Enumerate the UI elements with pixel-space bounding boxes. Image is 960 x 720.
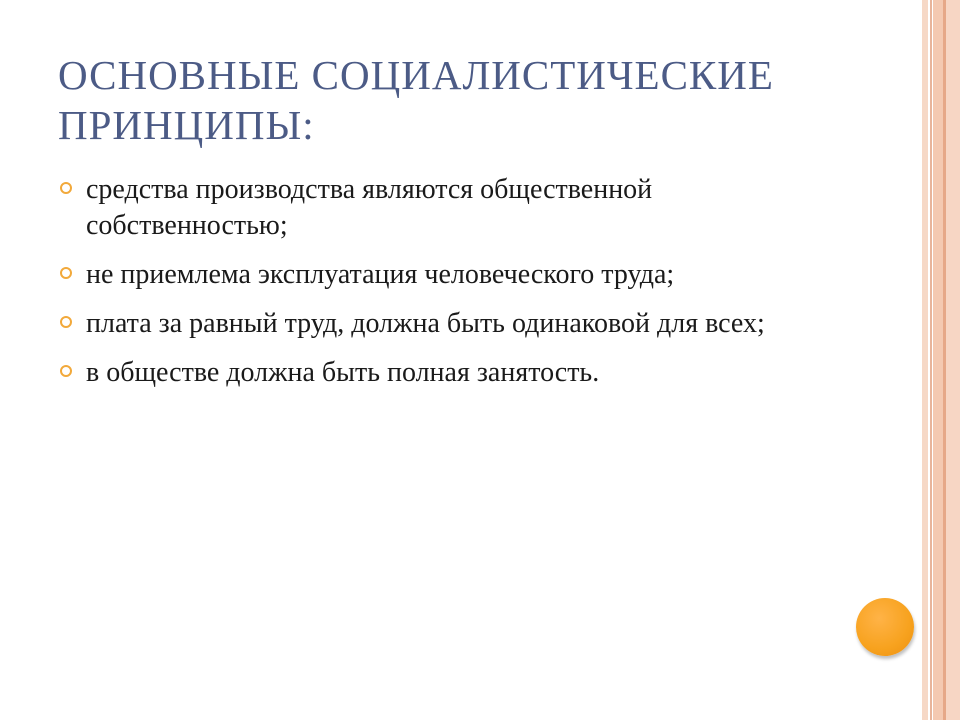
circle-outline-bullet-icon — [60, 365, 72, 377]
decorative-stripe — [930, 0, 932, 720]
bullet-text: средства производства являются общественной собственностью; — [86, 174, 653, 241]
bullet-text: не приемлема эксплуатация человеческого труда; — [86, 259, 675, 290]
circle-outline-bullet-icon — [60, 267, 72, 279]
bullet-item — [60, 306, 820, 342]
bullet-text: плата за равный труд, должна быть одинаковой для всех; — [86, 308, 765, 339]
slide-title: ОСНОВНЫЕ СОЦИАЛИСТИЧЕСКИЕ ПРИНЦИПЫ: — [58, 52, 774, 148]
decorative-stripe — [922, 0, 928, 720]
decorative-stripe — [946, 0, 960, 720]
orange-circle-icon — [856, 598, 914, 656]
bullet-item — [60, 257, 820, 293]
bullet-item — [60, 355, 820, 391]
bullet-list — [60, 172, 820, 404]
circle-outline-bullet-icon — [60, 182, 72, 194]
bullet-text: в обществе должна быть полная занятость. — [86, 357, 600, 388]
circle-outline-bullet-icon — [60, 316, 72, 328]
decorative-stripe — [933, 0, 943, 720]
bullet-item — [60, 172, 820, 244]
